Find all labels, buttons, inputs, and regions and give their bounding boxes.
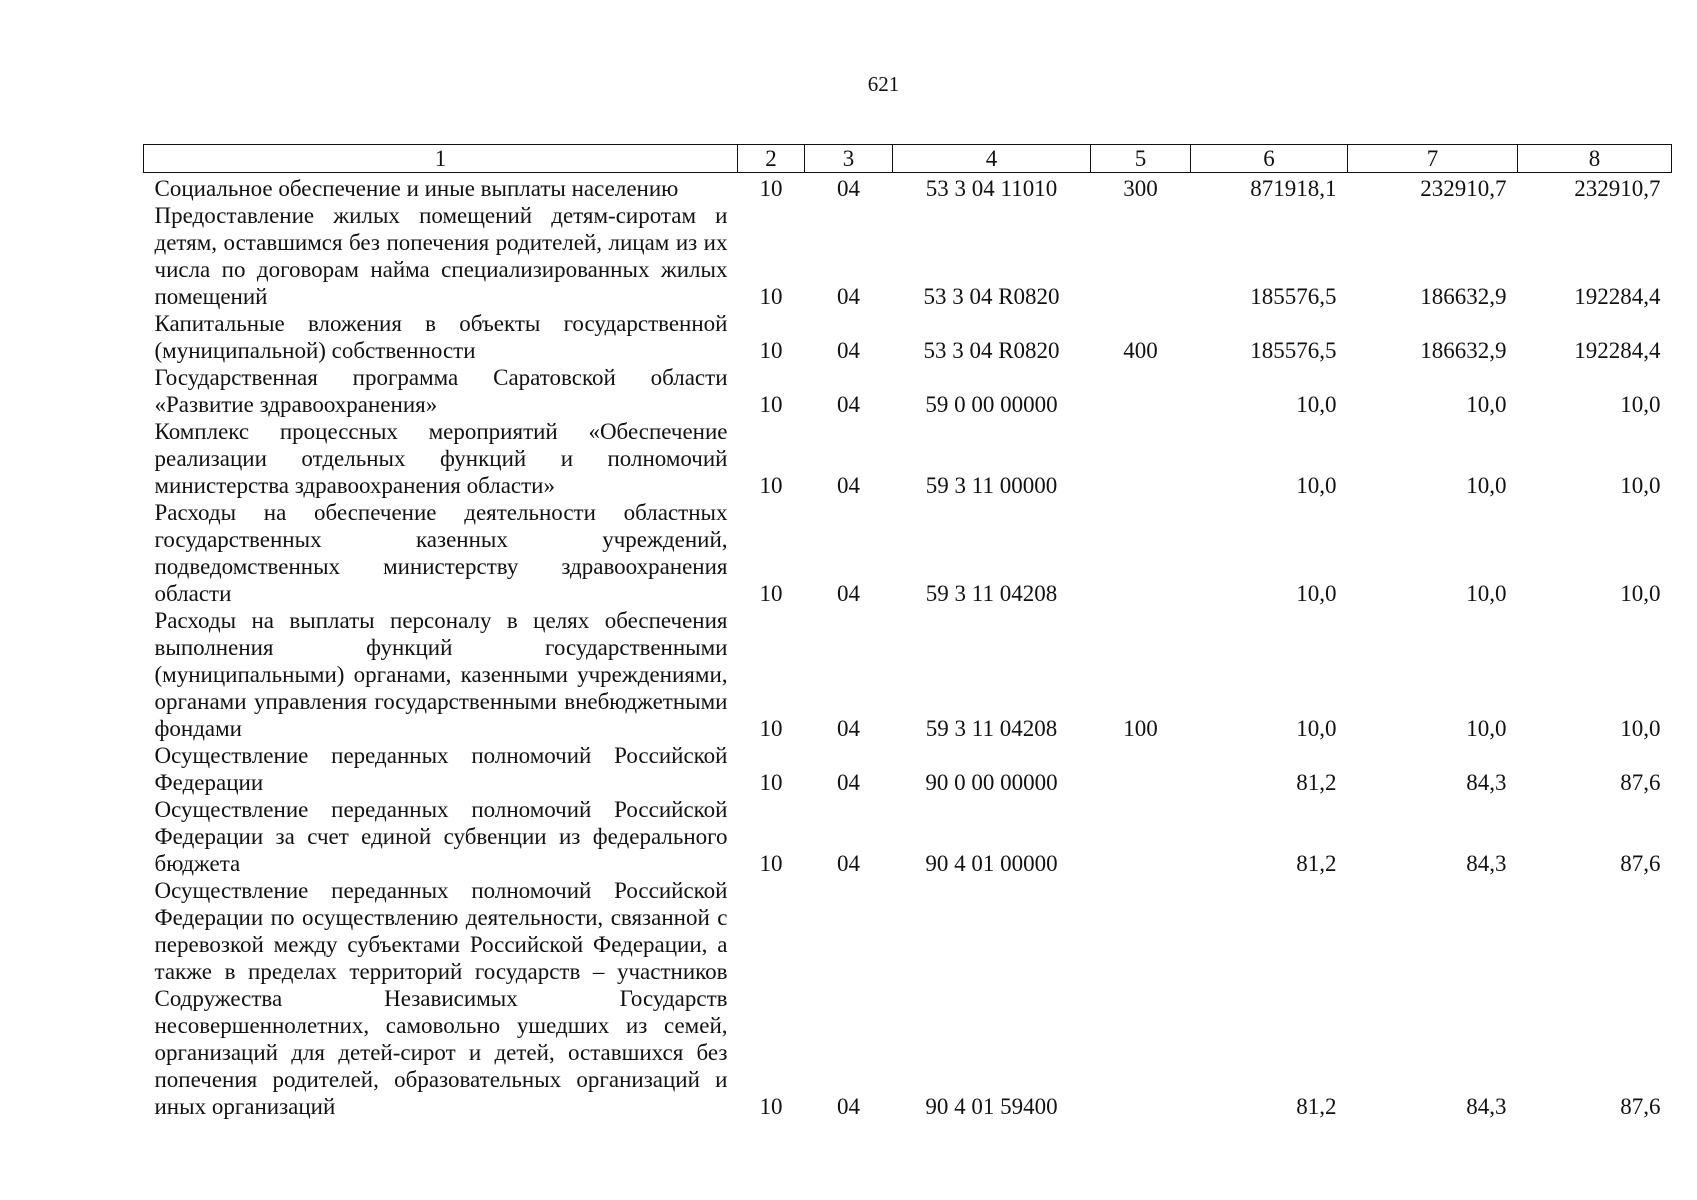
row-target-article: 53 3 04 R0820 [923,284,1060,309]
row-subsection: 04 [837,851,860,876]
table-row [144,202,1672,310]
row-subsection: 04 [837,716,860,741]
row-expense-type [1091,742,1191,796]
row-amount-year3: 87,6 [1620,770,1661,795]
header-col-3: 3 [805,145,893,173]
row-expense-type [1091,877,1191,1120]
header-col-5: 5 [1091,145,1191,173]
row-target-article: 53 3 04 R0820 [923,338,1060,363]
row-target-article: 53 3 04 11010 [925,176,1058,201]
row-amount-year3: 87,6 [1620,851,1661,876]
row-expense-type: 100 [1123,716,1158,741]
row-section: 10 [759,770,783,795]
header-col-2: 2 [738,145,805,173]
row-amount-year1: 81,2 [1296,1094,1337,1119]
row-amount-year1: 871918,1 [1250,176,1337,201]
row-subsection: 04 [837,1094,860,1119]
table-row [144,796,1672,877]
row-amount-year1: 81,2 [1296,851,1337,876]
row-target-article: 59 3 11 04208 [925,716,1058,741]
row-name: Расходы на выплаты персоналу в целях обеспечения выполнения функций государственными (муниципальными) органами, казенными учреждениями, органами управления государственными внебюджетными фондами [154,608,728,741]
row-amount-year3: 10,0 [1620,473,1661,498]
table-row [144,499,1672,607]
row-section: 10 [759,1094,783,1119]
table-row [144,310,1672,364]
row-expense-type [1091,364,1191,418]
row-subsection: 04 [837,284,860,309]
row-section: 10 [759,338,783,363]
header-col-6: 6 [1191,145,1348,173]
row-amount-year2: 186632,9 [1420,284,1507,309]
budget-table [143,144,1672,1120]
table-body [144,173,1672,1121]
row-expense-type [1091,499,1191,607]
row-amount-year1: 10,0 [1296,392,1337,417]
row-section: 10 [759,176,783,201]
row-subsection: 04 [837,392,860,417]
row-amount-year2: 232910,7 [1420,176,1507,201]
table-header [144,145,1672,173]
row-amount-year3: 10,0 [1620,581,1661,606]
row-subsection: 04 [837,581,860,606]
row-subsection: 04 [837,176,860,201]
row-amount-year1: 10,0 [1296,716,1337,741]
row-expense-type [1091,418,1191,499]
row-amount-year2: 186632,9 [1420,338,1507,363]
table-row [144,418,1672,499]
row-expense-type: 300 [1123,176,1158,201]
row-expense-type: 400 [1123,338,1158,363]
row-name: Социальное обеспечение и иные выплаты населению [154,176,679,201]
row-amount-year3: 232910,7 [1574,176,1661,201]
row-expense-type [1091,202,1191,310]
header-col-7: 7 [1348,145,1518,173]
row-amount-year2: 84,3 [1466,851,1507,876]
table-row [144,877,1672,1120]
header-col-4: 4 [893,145,1091,173]
row-section: 10 [759,284,783,309]
page-number: 621 [867,72,900,96]
row-name: Государственная программа Саратовской области «Развитие здравоохранения» [154,365,728,417]
row-amount-year2: 84,3 [1466,770,1507,795]
row-amount-year2: 10,0 [1466,581,1507,606]
row-name: Осуществление переданных полномочий Российской Федерации [154,743,728,795]
row-amount-year3: 10,0 [1620,716,1661,741]
header-row [144,145,1672,173]
row-subsection: 04 [837,770,860,795]
row-target-article: 59 0 00 00000 [925,392,1058,417]
row-amount-year1: 185576,5 [1250,284,1337,309]
table-row [144,607,1672,742]
table-row [144,742,1672,796]
row-name: Предоставление жилых помещений детям-сиротам и детям, оставшимся без попечения родителей, лицам из их числа по договорам найма специализированных жилых помещений [154,203,728,309]
row-target-article: 90 4 01 59400 [925,1094,1058,1119]
row-amount-year3: 10,0 [1620,392,1661,417]
row-amount-year2: 84,3 [1466,1094,1507,1119]
row-name: Комплекс процессных мероприятий «Обеспечение реализации отдельных функций и полномочий министерства здравоохранения области» [154,419,728,498]
row-expense-type [1091,796,1191,877]
row-target-article: 59 3 11 00000 [925,473,1058,498]
row-amount-year3: 87,6 [1620,1094,1661,1119]
row-amount-year1: 185576,5 [1250,338,1337,363]
row-name: Расходы на обеспечение деятельности областных государственных казенных учреждений, подведомственных министерству здравоохранения области [154,500,728,606]
row-target-article: 59 3 11 04208 [925,581,1058,606]
row-target-article: 90 4 01 00000 [925,851,1058,876]
row-amount-year3: 192284,4 [1574,338,1661,363]
row-section: 10 [759,473,783,498]
row-name: Капитальные вложения в объекты государственной (муниципальной) собственности [154,311,728,363]
row-section: 10 [759,392,783,417]
row-name: Осуществление переданных полномочий Российской Федерации за счет единой субвенции из федерального бюджета [154,797,728,876]
table-row [144,364,1672,418]
row-section: 10 [759,716,783,741]
row-amount-year2: 10,0 [1466,392,1507,417]
row-target-article: 90 0 00 00000 [925,770,1058,795]
row-subsection: 04 [837,338,860,363]
row-section: 10 [759,581,783,606]
table-row [144,175,1672,202]
row-name: Осуществление переданных полномочий Российской Федерации по осуществлению деятельности, связанной с перевозкой между субъектами Российской Федерации, а также в пределах территорий государств – участников Содружества Независимых Государств несовершеннолетних, самовольно ушедших из семей, организаций для детей-сирот и детей, оставшихся без попечения родителей, образовательных организаций и иных организаций [154,878,728,1119]
row-amount-year2: 10,0 [1466,716,1507,741]
row-subsection: 04 [837,473,860,498]
row-amount-year2: 10,0 [1466,473,1507,498]
row-amount-year1: 10,0 [1296,473,1337,498]
row-amount-year1: 10,0 [1296,581,1337,606]
header-col-8: 8 [1518,145,1672,173]
row-section: 10 [759,851,783,876]
header-col-1: 1 [144,145,738,173]
row-amount-year1: 81,2 [1296,770,1337,795]
row-amount-year3: 192284,4 [1574,284,1661,309]
